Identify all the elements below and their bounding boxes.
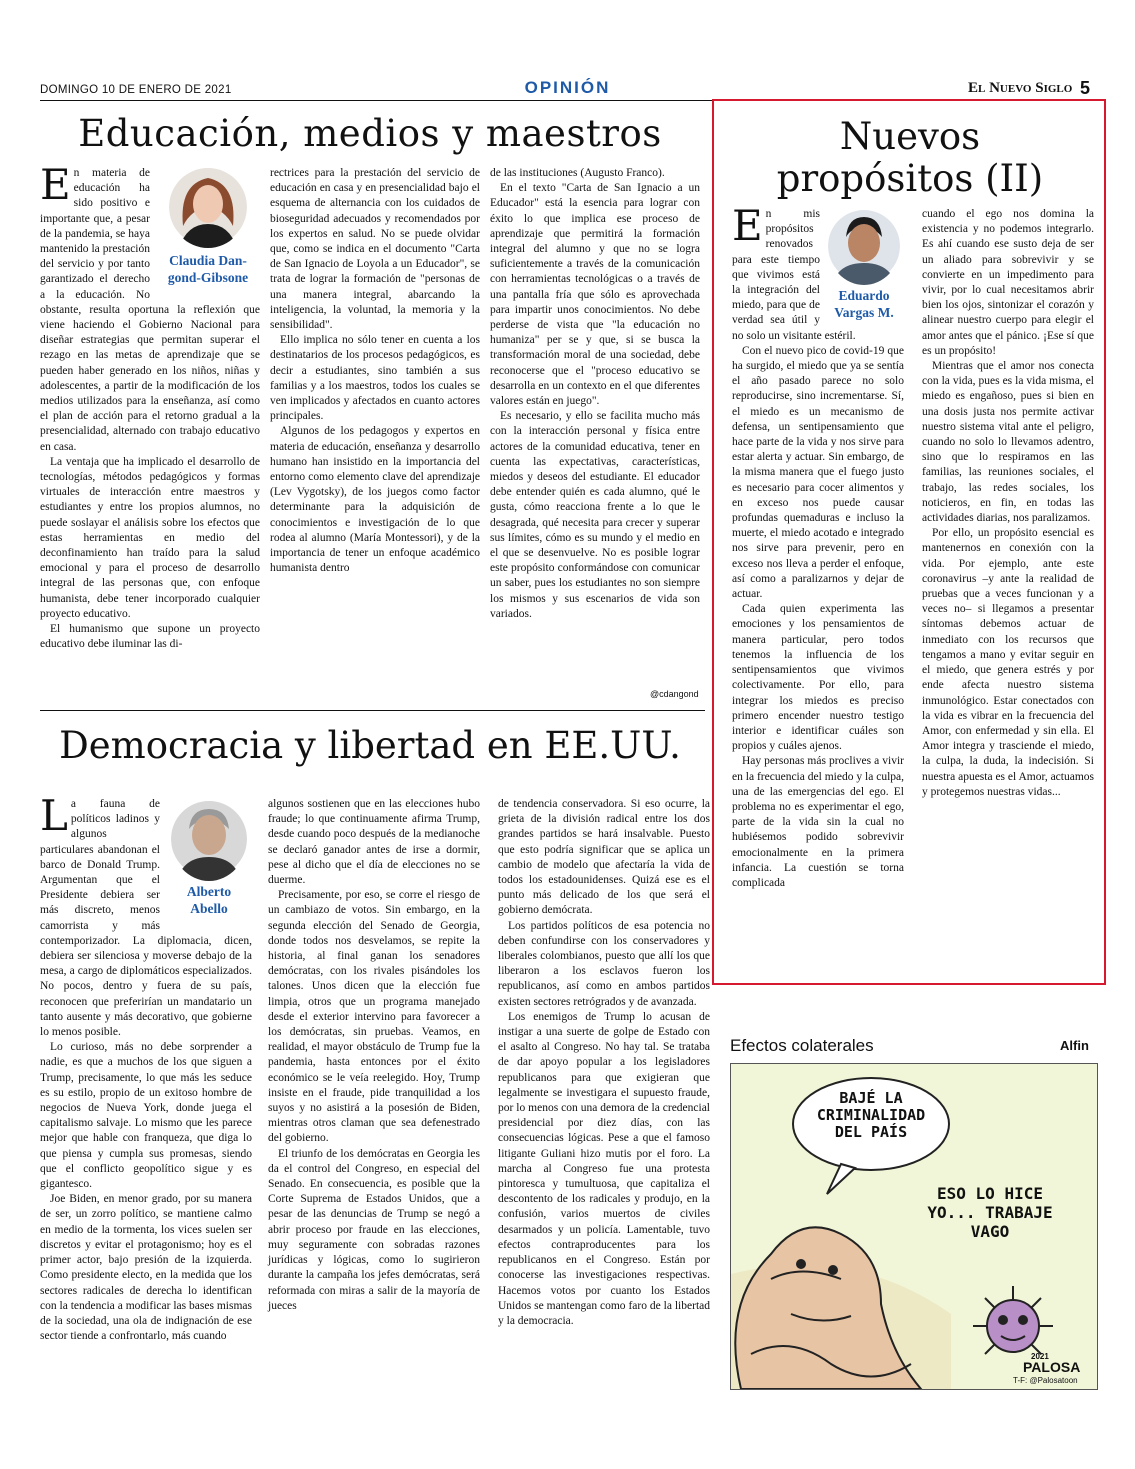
author-photo-claudia	[169, 166, 247, 248]
paragraph: Ello implica no sólo tener en cuenta a los destinatarios de los procesos pedagógicos, es decir a estudiantes, sino también a sus familias y a los maestros, todos los cuales se ven implicados y afectados en cuanto actores principales.	[270, 334, 480, 423]
article-1-column-3	[490, 166, 700, 622]
paragraph: Los enemigos de Trump lo acusan de instigar a una suerte de golpe de Estado con el asalto al Congreso. No hay tal. Se trataba de dar apoyo popular a los legisladores republicanos para que exigieran que legalmente se investigara el supuesto fraude, por lo menos con una demora de la credencial presidencial por diez días, con las consecuencias lógicas. Pese a que el famoso litigante Guliani hizo mutis por el foro. La marcha al Congreso fue una protesta pintoresca y tumultuosa, que capitaliza el descontento de los radicales y produjo, en la confusión, varios muertos de civiles desarmados y un policía. Lamentable, tuvo efectos contraproducentes para los republicanos en el Congreso. Están por conocerse las investigaciones respectivas. Hacemos votos por cuanto los Estados Unidos se mantengan como faro de la libertad y la democracia.	[498, 1010, 710, 1327]
author-name-line: Eduardo	[838, 288, 890, 303]
paragraph: Con el nuevo pico de covid-19 que ha surgido, el miedo que ya se sentía el año pasado parece no solo reproducirse, sino incrementarse. Sí, el miedo es un mecanismo de defensa, un sentipensamiento que hace parte de la vida y nos sirve para estar alerta y actuar. Sin embargo, de la misma manera que el fuego justo es necesario para cocer alimentos y en exceso nos puede causar profundas quemaduras e incluso la muerte, el miedo acotado e integrado nos sirve para prevenir, pero en exceso nos lleva a perder el enfoque, así como a paralizarnos y dejar de actuar.	[732, 344, 904, 601]
author-name-line: Abello	[190, 901, 228, 916]
title-line: propósitos (II)	[776, 157, 1044, 200]
paragraph: de tendencia conservadora. Si eso ocurre, la grieta de la división radical entre los dos grandes partidos se hará insalvable. Puesto que esto podría significar que se aplica un cambio de modelo que afectaría la vida de todos los estadounidenses. Quizá ese es el punto más delicado de los que será el gobierno demócrata.	[498, 798, 710, 917]
article-2-column-2	[268, 797, 480, 1314]
paragraph: En el texto "Carta de San Ignacio a un Educador" está la esencia para lograr con éxito lo que implica ese proceso de aprendizaje que permitirá la formación integral del alumno y que no se logra suficientemente a través de la comunicación con herramientas tecnológicas o a través de una pantalla fría que sólo es aprovechada para impartir unos conocimientos. No debe perderse de vista que "la educación no humaniza" per se y que, si se busca la transformación moral de una sociedad, debe reconocerse que el "proceso educativo se desarrolla en un contexto en el que diferentes valores están en juego".	[490, 182, 700, 408]
paragraph-text: n mis propósitos renovados para este tiempo que vivimos está la integración del miedo, para que de verdad sea útil y no solo un visitante estéril.	[732, 208, 856, 342]
author-name-line: Alberto	[186, 884, 232, 899]
paragraph: El humanismo que supone un proyecto educativo debe iluminar las di-	[40, 623, 260, 651]
paragraph: Por ello, un propósito esencial es mantenernos en conexión con la vida. Por ejemplo, ante este coronavirus –y ante la realidad de pruebas que a veces funcionan y a veces no– si llegamos a presentar síntomas debemos actuar de inmediato con los recursos que tengamos a mano y evitar seguir en el miedo, que genera estrés y por ende afecta nuestro sistema inmunológico. Estar conectados con la vida es vibrar en la frecuencia del Amor, con enfermedad y sin ella. El Amor integra y trasciende el miedo, la culpa, la duda, la indecisión. Si nuestra apuesta es el Amor, actuamos y protegemos nuestras vidas...	[922, 527, 1094, 798]
newspaper-name: El Nuevo Siglo	[968, 80, 1073, 96]
article-3-title	[720, 116, 1100, 200]
article-1-author-box	[156, 166, 260, 286]
article-1-author-name	[156, 252, 260, 286]
article-3-column-2	[922, 207, 1094, 800]
paragraph: La ventaja que ha implicado el desarrollo de tecnologías, métodos pedagógicos y formas virtuales de interacción entre maestros y estudiantes y entre los propios alumnos, no puede soslayar el análisis sobre los efectos que estas herramientas en medio del deconfinamiento han traído para la salud emocional y para el proceso de desarrollo integral de las personas que, con enfoque humanista, debe tener incorporado cualquier proyecto educativo.	[40, 455, 260, 620]
article-3-author-name	[824, 287, 904, 321]
article-2-title: Democracia y libertad en EE.UU.	[59, 724, 681, 767]
drop-cap: E	[732, 201, 763, 250]
cartoon-title: Efectos colaterales	[730, 1036, 874, 1055]
paragraph: de las instituciones (Augusto Franco).	[490, 167, 665, 179]
author-photo-eduardo	[828, 207, 900, 285]
article-1-column-1	[40, 160, 260, 653]
cartoon-signature: PALOSA	[1023, 1359, 1081, 1375]
article-1-twitter-handle: @cdangond	[650, 689, 699, 699]
article-1-column-2	[270, 166, 480, 576]
paragraph: Lo curioso, más no debe sorprender a nadie, es que a muchos de los que siguen a Trump, precisamente, lo que más les seduce es su estilo, propio de un exitoso hombre de negocios de Nueva York, donde juega el capitalismo salvaje. Lo mismo que les parece mejor que hable con franqueza, que diga lo que piensa y cumpla sus promesas, siendo que el conflicto geopolítico sigue y es gigantesco.	[40, 1041, 252, 1191]
paragraph: Algunos de los pedagogos y expertos en materia de educación, enseñanza y desarrollo humano han insistido en la importancia del entorno como elemento clave del aprendizaje (Lev Vygotsky), de los juegos como factor determinante para la adquisición de conocimientos e investigación de lo que rodea al alumno (María Montessori), y de la importancia de tener un enfoque académico humanista dentro	[270, 425, 480, 575]
drop-cap: L	[40, 791, 68, 840]
article-2-author-name	[166, 883, 252, 917]
paragraph: Hay personas más proclives a vivir en la frecuencia del miedo y la culpa, una de las emergencias del ego. El problema no es experimentar el ego, parte de la vida sin la cual no hubiésemos podido sobrevivir emocionalmente en la primera infancia. La cuestión se torna complicada	[732, 755, 904, 889]
article-2-column-3	[498, 797, 710, 1329]
title-line: Nuevos	[839, 115, 981, 158]
paragraph: cuando el ego nos domina la existencia y no podemos integrarlo. Es ahí cuando ese susto deja de ser un aliado para sobrevivir y se convierte en un impedimento para vivir, por lo cual necesitamos abrir bien los ojos, sintonizar el corazón y alinear nuestro cuerpo para elegir el amor antes que el pánico. ¡Ese sí que es un propósito!	[922, 208, 1094, 357]
speech-bubble-1-text: BAJÉ LA CRIMINALIDAD DEL PAÍS	[816, 1089, 926, 1141]
article-3-author-box	[824, 207, 904, 321]
cartoon-artist: Alfin	[1060, 1038, 1089, 1053]
paragraph: algunos sostienen que en las elecciones hubo fraude; lo que continuamente afirma Trump, desde cuando poco después de la medianoche se declaró ganador antes de irse a dormir, pese al dicho que el día de elecciones no se duerme.	[268, 798, 480, 887]
author-name-line: Vargas M.	[834, 305, 894, 320]
paragraph: Cada quien experimenta las emociones y los pensamientos de manera particular, pero todos tenemos la influencia de los sentipensamientos que vivimos colectivamente. Por ello, para integrar los miedos es preciso primero encender nuestro testigo interior e identificar cuáles son propios y cuáles ajenos.	[732, 603, 904, 753]
article-1-title: Educación, medios y maestros	[78, 112, 662, 155]
virus-icon	[973, 1286, 1053, 1354]
paragraph-text: n materia de educación ha sido positivo e importante que, a pesar de la pandemia, se haya mantenido la prestación del servicio y por tanto garantizado el derecho a la educación. No obstante, resulta oportuna la reflexión que viene haciendo el Gobierno Nacional para diseñar estrategias que permitan superar el rezago en las metas de aprendizaje que se pueden haber generado en los niños, niñas y adolescentes, a partir de la modificación de los medios utilizados para la enseñanza, así como el plan de acción para el retorno gradual a la presencialidad, alternado con trabajo educativo en casa.	[40, 167, 260, 453]
cartoon-panel	[730, 1063, 1098, 1390]
paragraph-text: a fauna de políticos ladinos y algunos particulares abandonan el barco de Donald Trump. Argumentan que el Presidente debiera ser más discreto, menos camorrista y más contemporizador. La diplomacia, dicen, debiera ser silenciosa y moverse debajo de la mesa, a cargo de diplomáticos especializados. No pocos, dentro y fuera de su país, reconocen que preferirían un mandatario un tanto ausente y más decorativo, que gobierne lo menos posible.	[40, 798, 252, 1039]
paragraph: rectrices para la prestación del servicio de educación en casa y en presencialidad bajo el esquema de alternancia con los cuidados de bioseguridad adecuados y recomendados por los expertos en salud. No se puede olvidar que, como se indica en el documento "Carta de San Ignacio de Loyola a un Educador", se trata de lograr la formación de "personas de una manera integral, abarcando la inteligencia, la voluntad, la memoria y la sensibilidad".	[270, 167, 480, 332]
author-name-line: Claudia Dan-	[169, 253, 247, 268]
author-name-line: gond-Gibsone	[167, 270, 249, 285]
edition-date: DOMINGO 10 DE ENERO DE 2021	[40, 84, 232, 96]
paragraph: El triunfo de los demócratas en Georgia les da el control del Congreso, en especial del Senado. En consecuencia, es posible que la Corte Suprema de Estados Unidos, que a pesar de las denuncias de Trump se negó a abrir proceso por fraude en las elecciones, muy seguramente con sobradas razones jurídicas y lógicas, como lo sugirieron durante la campaña los jefes demócratas, será reformada con miras a salir de la mayoría de jueces	[268, 1147, 480, 1312]
article-2-author-box	[166, 797, 252, 917]
article-3-column-1	[732, 201, 904, 891]
section-title: OPINIÓN	[524, 78, 611, 97]
speech-bubble-2-text: ESO LO HICE YO... TRABAJE VAGO	[927, 1184, 1053, 1241]
cartoon-year: 2021	[1031, 1352, 1049, 1361]
drop-cap: E	[40, 160, 71, 209]
paragraph: Los partidos políticos de esa potencia no deben confundirse con los conservadores y liberales colombianos, puesto que allí los que liberaron a los esclavos fueron los republicanos, así como en ambos partidos existen sectores retrógrados y de avanzada.	[498, 919, 710, 1008]
article-2-column-1	[40, 791, 252, 1344]
author-photo-alberto	[171, 797, 247, 881]
paragraph: Joe Biden, en menor grado, por su manera de ser, un zorro político, se mantiene calmo en medio de la tormenta, los vices suelen ser discretos y evitar el protagonismo; hoy es el primer actor, bajo presión de la izquierda. Como presidente electo, en la medida que los sectores radicales de derecha lo identifican con la tendencia a modificar las bases mismas de la sociedad, una ola de indignación de ese sector tiende a confrontarlo, más cuando	[40, 1193, 252, 1343]
page-number: 5	[1080, 78, 1091, 98]
cartoon-credit: T-F: @Palosatoon	[1013, 1376, 1078, 1385]
paragraph: Mientras que el amor nos conecta con la vida, pues es la vida misma, el miedo es engañoso, pues si bien en una dosis justa nos permite activar nuestro sistema vital ante el peligro, cuando no solo lo llevamos adentro, sino que lo respiramos en las familias, las reuniones sociales, el trabajo, las redes sociales, los noticieros, en fin, en todas las actividades diarias, nos paralizamos.	[922, 360, 1094, 525]
paragraph: Precisamente, por eso, se corre el riesgo de un cambiazo de votos. Sin embargo, en la segunda elección del Senado de Georgia, donde todos nos desvelamos, se repite la historia, al final ganan los senadores demócratas, con los rivales pisándoles los talones. Unos dicen que la elección fue limpia, otros que un programa manejado desde el exterior intervino para favorecer a los demócratas, sin pruebas. Veamos, en realidad, el mayor obstáculo de Trump fue la pandemia, hasta entonces por el éxito económico se le veía reelegido. Hoy, Trump insiste en el fraude, pide tranquilidad a los suyos y no asistirá a la posesión de Biden, mientras otros claman que sea defenestrado del gobierno.	[268, 889, 480, 1145]
paragraph: Es necesario, y ello se facilita mucho más con la interacción personal y física entre actores de la comunidad educativa, tener en cuenta las expectativas, características, miedos y deseos del estudiante. El educador debe entender quién es cada alumno, qué le gusta, cómo reacciona frente a lo que le desagrada, qué necesita para crecer y superar sus límites, cómo es su mundo y el medio en el que se desenvuelve. No es posible lograr este propósito conformándose con comunicar un saber, pues los estudiantes no son siempre los mismos y sus escenarios de vida son variados.	[490, 410, 700, 620]
section-divider	[40, 710, 705, 711]
